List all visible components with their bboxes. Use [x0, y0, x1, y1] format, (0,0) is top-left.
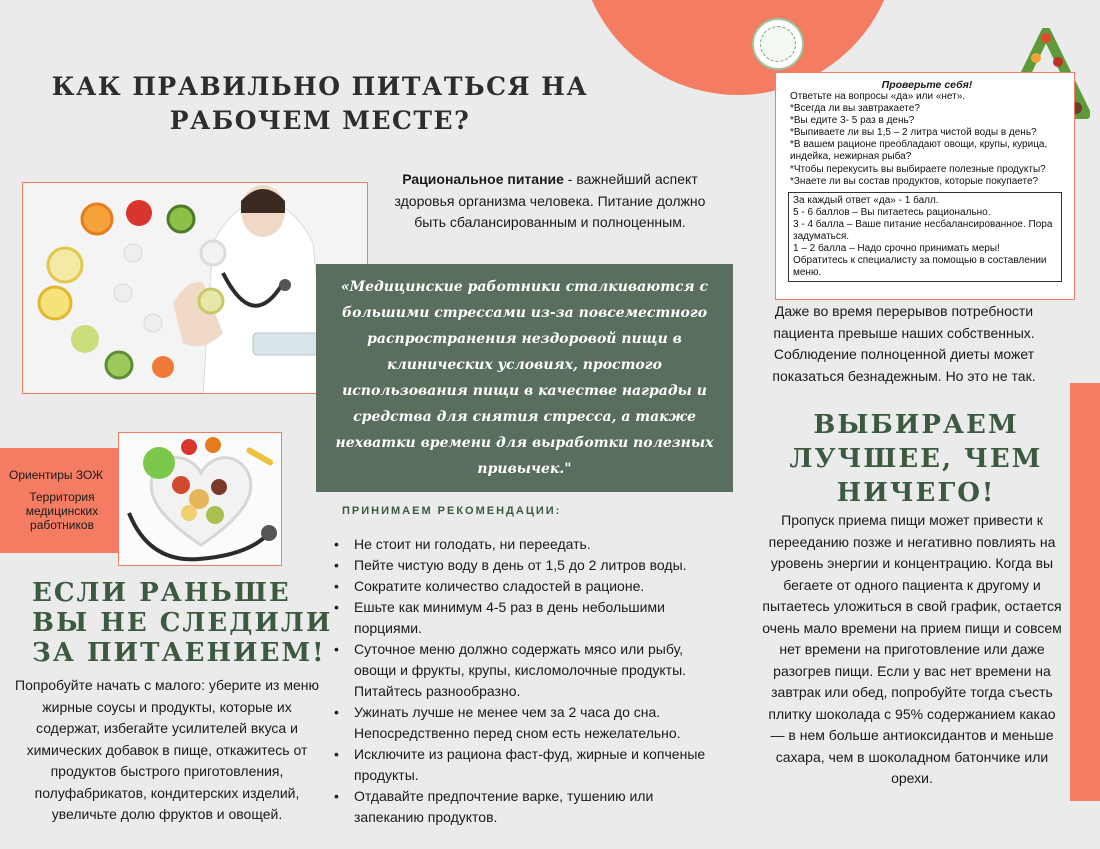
quiz-score: 1 – 2 балла – Надо срочно принимать меры! Обратитесь к специалисту за помощью в составлении меню.: [793, 243, 1047, 279]
recommendations-list: [334, 534, 726, 828]
quiz-score: За каждый ответ «да» - 1 балл.: [793, 194, 939, 206]
self-check-quiz: [775, 72, 1075, 300]
quote-box: [316, 264, 733, 492]
left-paragraph: Попробуйте начать с малого: уберите из меню жирные соусы и продукты, которые их содержат, избегайте усилителей вкуса и химических добавок в пище, откажитесь от продуктов быстрого приготовления, полуфабрикатов, кондитерских изделий, увеличьте долю фруктов и овощей.: [15, 677, 319, 822]
list-item: • Ешьте как минимум 4-5 раз в день небольшими порциями.: [334, 597, 726, 639]
list-item: • Исключите из рациона фаст-фуд, жирные и копченые продукты.: [334, 744, 726, 786]
quiz-score: 3 - 4 балла – Ваше питание несбалансированное. Пора задуматься.: [793, 218, 1053, 243]
quiz-question: *Вы едите 3- 5 раз в день?: [790, 115, 915, 127]
list-item: • Не стоит ни голодать, ни переедать.: [334, 534, 726, 555]
heading-if-before: ЕСЛИ РАНЬШЕ ВЫ НЕ СЛЕДИЛИ ЗА ПИТАЕНИЕМ!: [32, 578, 333, 668]
list-item: • Сократите количество сладостей в рационе.: [334, 576, 726, 597]
quiz-title: Проверьте себя!: [881, 79, 973, 91]
quiz-question: *Всегда ли вы завтракаете?: [790, 103, 920, 115]
intro-paragraph: [390, 169, 710, 234]
label-line-2: Территория медицинских работников: [25, 490, 99, 532]
quiz-question: Ответьте на вопросы «да» или «нет».: [790, 91, 966, 102]
organization-logo: [752, 18, 804, 70]
quiz-question: *Чтобы перекусить вы выбираете полезные продукты?: [790, 163, 1046, 175]
list-item: • Суточное меню должно содержать мясо или рыбу, овощи и фрукты, крупы, кисломолочные продукты. Питайтесь разнообразно.: [334, 639, 726, 702]
quiz-score-box: [788, 192, 1062, 283]
label-line-1: Ориентиры ЗОЖ: [9, 468, 104, 482]
list-item: • Пейте чистую воду в день от 1,5 до 2 литров воды.: [334, 555, 726, 576]
intro-bold-term: Рациональное питание: [402, 171, 564, 187]
healthy-plate-photo: [118, 432, 282, 566]
quiz-question: *В вашем рационе преобладают овощи, крупы, курица, индейка, нежирная рыба?: [790, 139, 1048, 163]
right-paragraph: Пропуск приема пищи может привести к перееданию позже и негативно повлиять на уровень энергии и концентрацию. Когда вы бегаете от одного пациента к другому и пытаетесь уложиться в свой график, остается очень мало времени на прием пищи и совсем нет времени на приготовление или даже разогрев пищи. Если у вас нет времени на завтрак или обед, попробуйте тогда съесть плитку шоколада с 95% содержанием какао — в нем больше антиоксидантов и меньше сахара, чем в шоколадном батончике или орехи.: [762, 512, 1062, 786]
quote-text: «Медицинские работники сталкиваются с большими стрессами из-за повсеместного распространения нездоровой пищи в клинических условиях, простого использования пищи в качестве награды и средства для снятия стресса, а также нехватки времени для выработки полезных привычек.": [335, 279, 714, 477]
page-title: КАК ПРАВИЛЬНО ПИТАТЬСЯ НА РАБОЧЕМ МЕСТЕ?: [51, 72, 589, 135]
program-label: [0, 448, 120, 553]
quiz-question: *Знаете ли вы состав продуктов, которые покупаете?: [790, 175, 1039, 187]
quiz-question: *Выпиваете ли вы 1,5 – 2 литра чистой воды в день?: [790, 127, 1037, 139]
intro-text: - важнейший аспект здоровья организма человека. Питание должно быть сбалансированным и полноценным.: [394, 171, 706, 230]
side-paragraph: Даже во время перерывов потребности пациента превыше наших собственных. Соблюдение полноценной диеты может показаться безнадежным. Но это не так.: [772, 303, 1036, 384]
quiz-score: 5 - 6 баллов – Вы питаетесь рационально.: [793, 206, 991, 218]
heading-choose-better: ВЫБИРАЕМ ЛУЧШЕЕ, ЧЕМ НИЧЕГО!: [789, 410, 1043, 508]
list-item: • Отдавайте предпочтение варке, тушению или запеканию продуктов.: [334, 786, 726, 828]
recommendations-title: ПРИНИМАЕМ РЕКОМЕНДАЦИИ:: [342, 505, 562, 517]
list-item: • Ужинать лучше не менее чем за 2 часа до сна. Непосредственно перед сном есть нежелательно.: [334, 702, 726, 744]
